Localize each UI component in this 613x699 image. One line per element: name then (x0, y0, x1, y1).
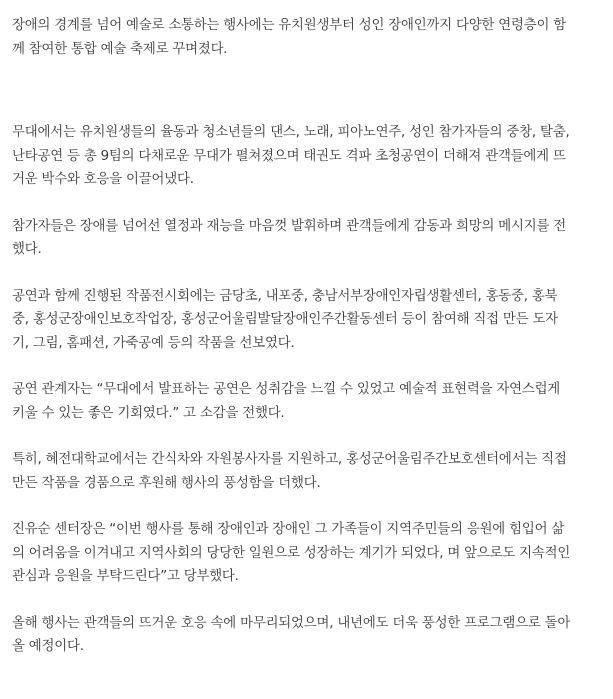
article-body (12, 14, 602, 659)
paragraph-intro (12, 14, 602, 61)
paragraph-line: 키울 수 있는 좋은 기회였다.” 고 소감을 전했다. (12, 405, 285, 421)
paragraph-line: 난타공연 등 총 9팀의 다채로운 무대가 펼쳐졌으며 태권도 격파 초청공연이 더해져 관객들에게 뜨 (12, 148, 566, 164)
paragraph-line: 관심과 응원을 부탁드린다”고 당부했다. (12, 569, 239, 584)
paragraph-line: 참가자들은 장애를 넘어선 열정과 재능을 마음껏 발휘하며 관객들에게 감동과 희망의 메시지를 전 (12, 218, 567, 234)
paragraph-exhibition (12, 285, 602, 356)
paragraph-line: 께 참여한 통합 예술 축제로 꾸며졌다. (12, 41, 228, 57)
paragraph-line: 거운 박수와 호응을 이끌어냈다. (12, 172, 194, 187)
paragraph-participants (12, 215, 602, 262)
paragraph-line: 특히, 혜전대학교에서는 간식차와 자원봉사자를 지원하고, 홍성군어울림주간보호센터에서는 직접 (12, 452, 567, 467)
paragraph-line: 무대에서는 유치원생들의 율동과 청소년들의 댄스, 노래, 피아노연주, 성인 참가자들의 중창, 탈춤, (12, 125, 570, 140)
paragraph-line: 공연과 함께 진행된 작품전시회에는 금당초, 내포중, 충남서부장애인자립생활센터, 홍동중, 홍북 (12, 288, 558, 304)
paragraph-line: 의 어려움을 이겨내고 지역사회의 당당한 일원으로 성장하는 계기가 되었다, 며 앞으로도 지속적인 (12, 545, 571, 561)
paragraph-line: 만든 작품을 경품으로 후원해 행사의 풍성함을 더했다. (12, 475, 321, 491)
paragraph-line: 기, 그림, 홈패션, 가죽공예 등의 작품을 선보였다. (12, 335, 295, 351)
paragraph-line: 진유순 센터장은 “이번 행사를 통해 장애인과 장애인 그 가족들이 지역주민들의 응원에 힘입어 삶 (12, 522, 565, 537)
paragraph-line: 공연 관계자는 “무대에서 발표하는 공연은 성취감을 느낄 수 있었고 예술적 표현력을 자연스럽게 (12, 382, 561, 397)
paragraph-stage-performances (12, 121, 602, 192)
paragraph-line: 했다. (12, 242, 42, 257)
paragraph-line: 장애의 경계를 넘어 예술로 소통하는 행사에는 유치원생부터 성인 장애인까지 다양한 연령층이 함 (12, 18, 567, 33)
paragraph-line: 올 예정이다. (12, 639, 84, 654)
paragraph-director-quote (12, 518, 602, 589)
paragraph-performer-quote (12, 378, 602, 425)
paragraph-line: 중, 홍성군장애인보호작업장, 홍성군어울림발달장애인주간활동센터 등이 참여해 직접 만든 도자 (12, 312, 558, 327)
paragraph-sponsors (12, 448, 602, 495)
paragraph-closing (12, 612, 602, 659)
paragraph-line: 올해 행사는 관객들의 뜨거운 호응 속에 마무리되었으며, 내년에도 더욱 풍성한 프로그램으로 돌아 (12, 615, 571, 631)
